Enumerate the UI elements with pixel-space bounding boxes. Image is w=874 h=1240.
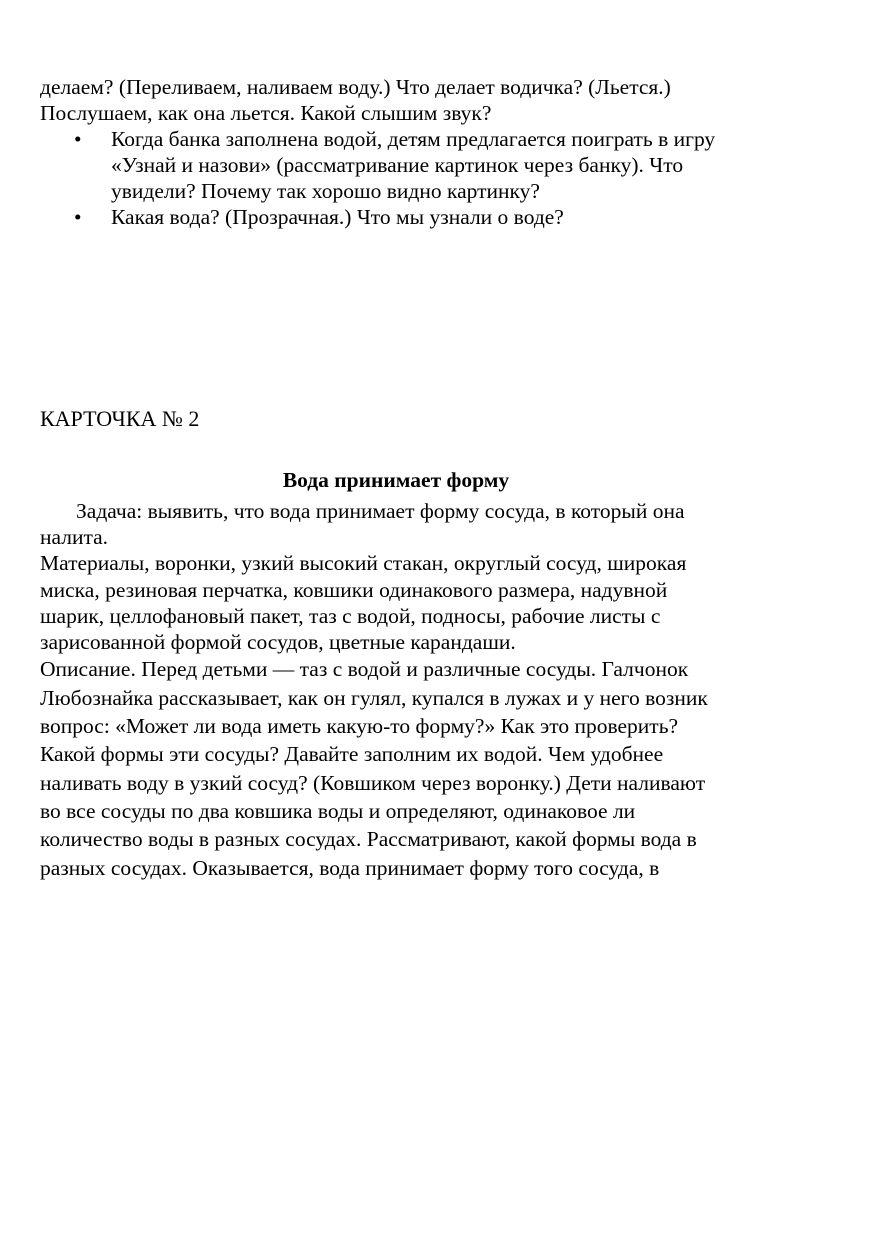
description-line: разных сосудах. Оказывается, вода принимает форму того сосуда, в <box>40 855 660 880</box>
bullet-line: увидели? Почему так хорошо видно картинку? <box>111 179 540 203</box>
description-line: вопрос: «Может ли вода иметь какую-то форму?» Как это проверить? <box>40 713 679 738</box>
task-line: налита. <box>40 525 109 550</box>
materials-line: зарисованной формой сосудов, цветные карандаши. <box>40 629 516 654</box>
card-heading <box>40 406 840 432</box>
top-section <box>40 74 840 230</box>
continuation-line: Послушаем, как она льется. Какой слышим звук? <box>40 101 492 125</box>
card-heading-text: КАРТОЧКА № 2 <box>40 406 200 431</box>
bullet-line: «Узнай и назови» (рассматривание картинок через банку). Что <box>111 153 684 177</box>
bullet-item <box>40 126 840 204</box>
description-line: Какой формы эти сосуды? Давайте заполним их водой. Чем удобнее <box>40 742 664 767</box>
card-body <box>40 498 840 882</box>
bullet-line: Когда банка заполнена водой, детям предлагается поиграть в игру <box>111 127 716 151</box>
task-line: Задача: выявить, что вода принимает форму сосуда, в который она <box>76 499 685 523</box>
bullet-mark: • <box>74 205 82 229</box>
description-line: Любознайка рассказывает, как он гулял, купался в лужах и у него возник <box>40 685 708 710</box>
materials-line: Материалы, воронки, узкий высокий стакан, округлый сосуд, широкая <box>40 551 687 576</box>
continuation-line: делаем? (Переливаем, наливаем воду.) Что делает водичка? (Льется.) <box>40 75 671 99</box>
materials-line: шарик, целлофановый пакет, таз с водой, подносы, рабочие листы с <box>40 603 661 628</box>
description-line: Описание. Перед детьми — таз с водой и различные сосуды. Галчонок <box>40 657 689 682</box>
section-title: Вода принимает форму <box>282 468 510 492</box>
materials-line: миска, резиновая перчатка, ковшики одинакового размера, надувной <box>40 577 668 602</box>
bullet-line: Какая вода? (Прозрачная.) Что мы узнали о воде? <box>111 205 564 229</box>
description-line: наливать воду в узкий сосуд? (Ковшиком через воронку.) Дети наливают <box>40 770 706 795</box>
bullet-item <box>40 204 840 230</box>
description-line: во все сосуды по два ковшика воды и определяют, одинаковое ли <box>40 799 636 824</box>
bullet-mark: • <box>74 127 82 151</box>
description-line: количество воды в разных сосудах. Рассматривают, какой формы вода в <box>40 827 697 852</box>
